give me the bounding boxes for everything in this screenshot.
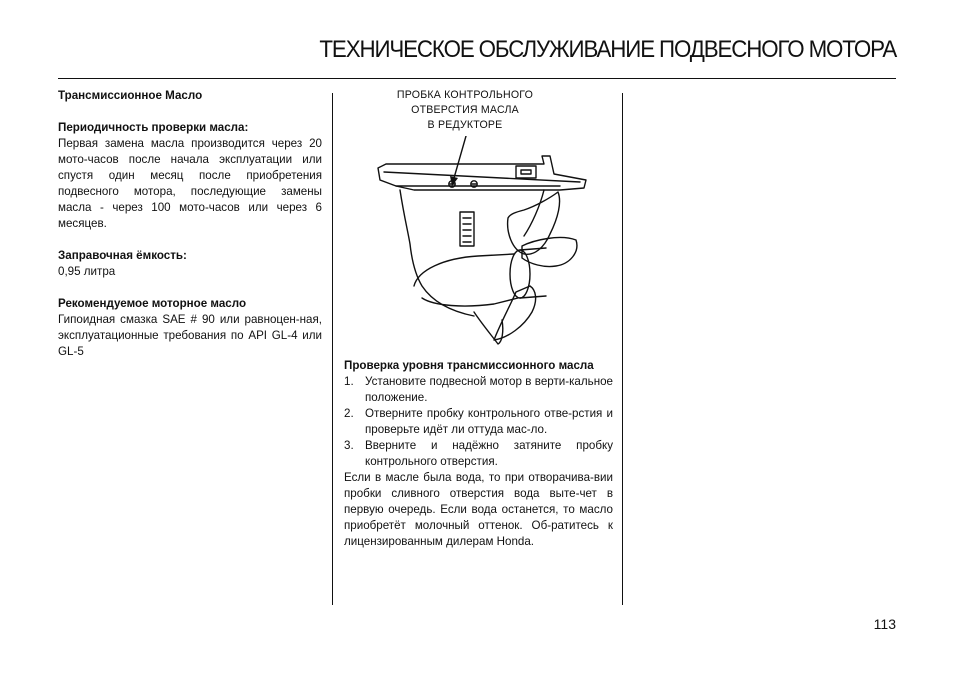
water-intake-grille — [460, 212, 474, 246]
torpedo-top — [414, 254, 514, 286]
gearcase-rear-edge — [524, 190, 544, 236]
plate-window — [516, 166, 536, 178]
callout-arrow-line — [454, 136, 466, 178]
step-number: 2. — [344, 407, 354, 420]
middle-column — [344, 358, 613, 550]
propeller-blade-right — [522, 238, 577, 267]
propeller-blade-upper — [508, 192, 560, 254]
propeller-blade-lower — [494, 286, 536, 340]
capacity-heading: Заправочная ёмкость: — [58, 249, 187, 262]
step-number: 3. — [344, 439, 354, 452]
column-divider-right — [622, 93, 623, 605]
step-text: Установите подвесной мотор в верти-кальное положение. — [365, 375, 613, 404]
spacer — [58, 232, 322, 248]
left-column — [58, 88, 322, 360]
column-divider-left — [332, 93, 333, 605]
list-item — [344, 406, 613, 438]
callout-line-1: ПРОБКА КОНТРОЛЬНОГО — [396, 89, 534, 101]
step-text: Вверните и надёжно затяните пробку контрольного отверстия. — [365, 439, 613, 468]
torpedo-bottom — [422, 298, 518, 306]
plate-top-edge — [384, 172, 580, 182]
section-title: Трансмиссионное Масло — [58, 89, 203, 102]
check-interval-text: Первая замена масла производится через 20 мото-часов после начала эксплуатации или спустя один месяц после приобретения подвесного мотора, последующие замены масла - через 100 мото-часов или через 6 месяцев. — [58, 137, 322, 230]
plate-window-inner — [521, 170, 531, 174]
recommended-oil-text: Гипоидная смазка SAE # 90 или равноцен-ная, эксплуатационные требования по API GL-4 или GL-5 — [58, 313, 322, 358]
title-divider — [58, 78, 896, 79]
step-number: 1. — [344, 375, 354, 388]
callout-line-3: В РЕДУКТОРЕ — [427, 119, 503, 131]
gearcase-illustration-icon — [374, 136, 596, 348]
recommended-oil-heading: Рекомендуемое моторное масло — [58, 297, 247, 310]
spacer — [58, 280, 322, 296]
figure-callout — [372, 88, 558, 133]
gearcase-front-edge — [400, 190, 474, 316]
capacity-block — [58, 248, 322, 280]
list-item — [344, 438, 613, 470]
spacer — [58, 104, 322, 120]
list-item — [344, 374, 613, 406]
check-interval-heading: Периодичность проверки масла: — [58, 121, 249, 134]
capacity-text: 0,95 литра — [58, 265, 116, 278]
water-contamination-note: Если в масле была вода, то при отворачива-вии пробки сливного отверстия вода выте-чет в первую очередь. Если вода останется, то масло приобретёт молочный оттенок. Об-ратитесь к лицензированным дилерам Honda. — [344, 471, 613, 548]
hub-lines — [520, 248, 546, 298]
page-title: ТЕХНИЧЕСКОЕ ОБСЛУЖИВАНИЕ ПОДВЕСНОГО МОТОРА — [319, 36, 896, 63]
check-interval-block — [58, 120, 322, 232]
page-number: 113 — [873, 616, 896, 632]
step-text: Отверните пробку контрольного отве-рстия и проверьте идёт ли оттуда мас-ло. — [365, 407, 613, 436]
callout-line-2: ОТВЕРСТИЯ МАСЛА — [411, 104, 519, 116]
oil-level-check-heading: Проверка уровня трансмиссионного масла — [344, 359, 594, 372]
recommended-oil-block — [58, 296, 322, 360]
steps-list — [344, 374, 613, 470]
